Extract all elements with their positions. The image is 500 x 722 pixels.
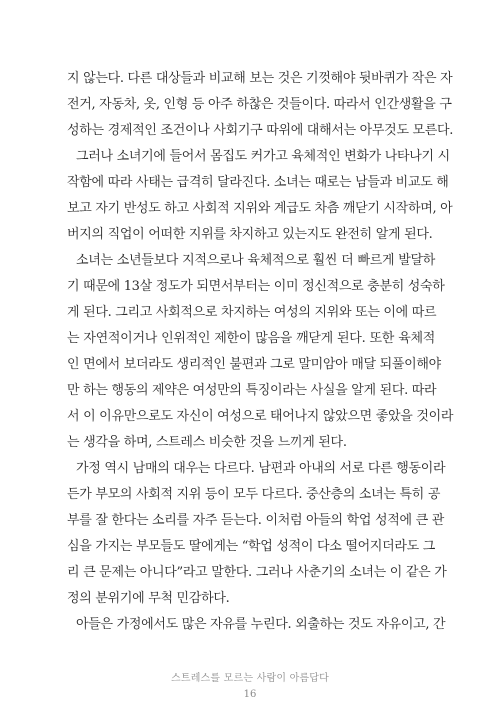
text-line: 인 면에서 보더라도 생리적인 불편과 그로 말미암아 매달 되풀이해야	[67, 357, 441, 372]
text-line: 서 이 이유만으로도 자신이 여성으로 태어나지 않았으면 좋았을 것이라	[67, 409, 454, 424]
text-line: 작함에 따라 사태는 급격히 달라진다. 소녀는 때로는 남들과 비교도 해	[67, 175, 449, 190]
text-line: 만 하는 행동의 제약은 여성만의 특징이라는 사실을 알게 된다. 따라	[67, 383, 437, 398]
text-line: 보고 자기 반성도 하고 사회적 지위와 계급도 차츰 깨닫기 시작하며, 아	[67, 201, 453, 216]
text-line: 가정 역시 남매의 대우는 다르다. 남편과 아내의 서로 다른 행동이라	[76, 461, 446, 476]
text-line: 기 때문에 13살 정도가 되면서부터는 이미 정신적으로 충분히 성숙하	[67, 279, 445, 294]
text-line: 리 큰 문제는 아니다”라고 말한다. 그러나 사춘기의 소녀는 이 같은 가	[67, 565, 447, 580]
text-line: 소녀는 소년들보다 지적으로나 육체적으로 훨씬 더 빠르게 발달하	[76, 253, 435, 268]
text-line: 전거, 자동차, 옷, 인형 등 아주 하찮은 것들이다. 따라서 인간생활을 구	[67, 97, 452, 112]
text-line: 게 된다. 그리고 사회적으로 차지하는 여성의 지위와 또는 이에 따르	[67, 305, 437, 320]
text-line: 든가 부모의 사회적 지위 등이 모두 다르다. 중산층의 소녀는 특히 공	[67, 487, 441, 502]
text-line: 는 생각을 하며, 스트레스 비슷한 것을 느끼게 된다.	[67, 435, 347, 450]
text-line: 지 않는다. 다른 대상들과 비교해 보는 것은 기껏해야 뒷바퀴가 작은 자	[67, 71, 453, 86]
text-line: 그러나 소녀기에 들어서 몸집도 커가고 육체적인 변화가 나타나기 시	[76, 149, 450, 164]
page-number: 16	[243, 689, 257, 700]
text-line: 는 자연적이거나 인위적인 제한이 많음을 깨닫게 된다. 또한 육체적	[67, 331, 435, 346]
running-title: 스트레스를 모르는 사람이 아름답다	[170, 673, 330, 684]
text-line: 심을 가지는 부모들도 딸에게는 “학업 성적이 다소 떨어지더라도 그	[67, 539, 435, 554]
text-line: 아들은 가정에서도 많은 자유를 누린다. 외출하는 것도 자유이고, 간	[76, 617, 446, 632]
text-line: 부를 잘 한다는 소리를 자주 듣는다. 이처럼 아들의 학업 성적에 큰 관	[67, 513, 444, 528]
text-line: 성하는 경제적인 조건이나 사회기구 따위에 대해서는 아무것도 모른다.	[67, 123, 454, 138]
text-line: 정의 분위기에 무척 민감하다.	[67, 591, 230, 606]
text-line: 버지의 직업이 어떠한 지위를 차지하고 있는지도 완전히 알게 된다.	[67, 227, 433, 242]
body-text	[67, 66, 454, 638]
